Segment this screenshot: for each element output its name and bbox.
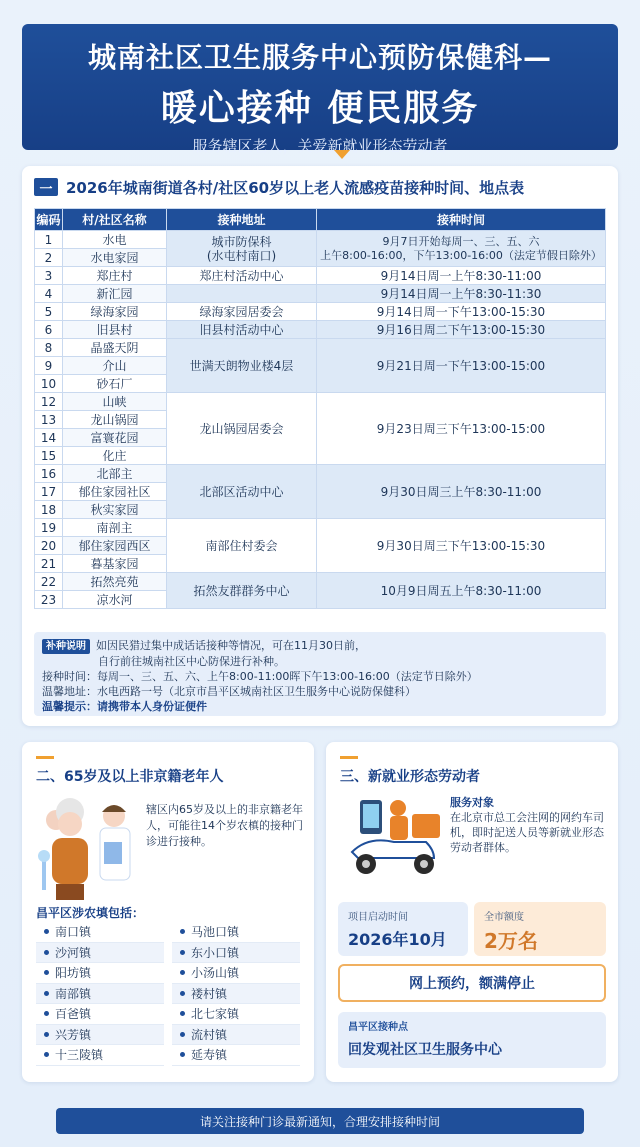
- supplementary-note: [34, 632, 606, 716]
- table-row: [35, 393, 606, 411]
- col-header-name: 村/社区名称: [63, 209, 167, 231]
- row-name: 凉水河: [63, 591, 167, 609]
- list-item: [36, 1025, 164, 1046]
- row-name: 南剖主: [63, 519, 167, 537]
- schedule-table: [34, 208, 606, 609]
- note-line5: 温馨提示：请携带本人身份证便件: [42, 700, 207, 713]
- page-title-line1: 城南社区卫生服务中心预防保健科—: [87, 41, 552, 74]
- table-row: [35, 231, 606, 249]
- row-name: 新汇园: [63, 285, 167, 303]
- new-employment-section: [326, 742, 618, 1082]
- row-time: 9月30日周三下午13:00-15:30: [317, 519, 606, 573]
- footer-notice: 请关注接种门诊最新通知，合理安排接种时间: [56, 1108, 584, 1134]
- note-line3: 接种时间：每周一、三、五、六、上午8:00-11:00晖下午13:00-16:00（法定节日除外）: [42, 670, 478, 683]
- table-row: [35, 321, 606, 339]
- row-name: 郑庄村: [63, 267, 167, 285]
- start-time-box: [338, 902, 468, 956]
- col-header-time: 接种时间: [317, 209, 606, 231]
- start-time-value: 2026年10月: [348, 930, 447, 949]
- booking-notice: 网上预约，额满停止: [338, 964, 606, 1002]
- row-name: 郁住家园西区: [63, 537, 167, 555]
- section-accent-dash: [340, 756, 358, 759]
- bullet-icon: [44, 991, 49, 996]
- row-name: 富寰花园: [63, 429, 167, 447]
- row-name: 水电家园: [63, 249, 167, 267]
- row-no: 14: [35, 429, 63, 447]
- site-value: 回发观社区卫生服务中心: [348, 1042, 502, 1058]
- row-no: 16: [35, 465, 63, 483]
- page-title-line2: 暖心接种 便民服务: [160, 88, 480, 129]
- row-name: 拓然亮苑: [63, 573, 167, 591]
- row-address: 拓然友群群务中心: [167, 573, 317, 609]
- table-row: [35, 519, 606, 537]
- bullet-icon: [44, 950, 49, 955]
- row-name: 山峡: [63, 393, 167, 411]
- row-no: 17: [35, 483, 63, 501]
- bullet-icon: [180, 1032, 185, 1037]
- list-item: [36, 1004, 164, 1025]
- bullet-icon: [44, 1052, 49, 1057]
- list-item: [36, 1045, 164, 1066]
- town-name: 阳坊镇: [55, 966, 92, 981]
- note-line2: 自行前往城南社区中心防保进行补种。: [98, 655, 285, 668]
- page-subtitle: 服务辖区老人，关爱新就业形态劳动者: [192, 137, 448, 155]
- section2-title: 二、65岁及以上非京籍老年人: [36, 769, 224, 785]
- schedule-title: 2026年城南街道各村/社区60岁以上老人流感疫苗接种时间、地点表: [66, 178, 525, 197]
- elderly-doctor-illustration-icon: [36, 790, 144, 910]
- town-name: 延寿镇: [191, 1048, 228, 1063]
- note-tag: 补种说明: [42, 639, 90, 654]
- row-name: 介山: [63, 357, 167, 375]
- row-name: 秋实家园: [63, 501, 167, 519]
- bullet-icon: [180, 950, 185, 955]
- col-header-address: 接种地址: [167, 209, 317, 231]
- service-target-title: 服务对象: [450, 796, 494, 809]
- list-item: [172, 963, 300, 984]
- bullet-icon: [44, 929, 49, 934]
- non-local-elderly-section: [22, 742, 314, 1082]
- table-row: [35, 465, 606, 483]
- row-no: 1: [35, 231, 63, 249]
- row-time: 9月16日周二下午13:00-15:30: [317, 321, 606, 339]
- town-name: 马池口镇: [191, 925, 240, 940]
- towns-list: [36, 922, 300, 1066]
- row-name: 绿海家园: [63, 303, 167, 321]
- row-no: 9: [35, 357, 63, 375]
- row-time: 9月30日周三上午8:30-11:00: [317, 465, 606, 519]
- town-name: 东小口镇: [191, 945, 240, 960]
- row-name: 化庄: [63, 447, 167, 465]
- list-item: [172, 984, 300, 1005]
- note-line4: 温馨地址：水电西路一号（北京市昌平区城南社区卫生服务中心说防保健科）: [42, 685, 416, 698]
- list-item: [172, 922, 300, 943]
- table-header-row: [35, 209, 606, 231]
- list-item: [172, 1004, 300, 1025]
- row-no: 3: [35, 267, 63, 285]
- row-address: 旧县村活动中心: [167, 321, 317, 339]
- row-no: 13: [35, 411, 63, 429]
- row-no: 22: [35, 573, 63, 591]
- list-item: [36, 963, 164, 984]
- row-name: 旧县村: [63, 321, 167, 339]
- table-row: [35, 267, 606, 285]
- row-no: 2: [35, 249, 63, 267]
- banner-notch: [334, 150, 350, 159]
- row-name: 水电: [63, 231, 167, 249]
- header-banner: [22, 24, 618, 155]
- row-time: 9月14日周一上午8:30-11:30: [317, 285, 606, 303]
- table-row: [35, 303, 606, 321]
- row-no: 12: [35, 393, 63, 411]
- start-time-label: 项目启动时间: [348, 912, 408, 923]
- row-name: 郁住家园社区: [63, 483, 167, 501]
- list-item: [36, 943, 164, 964]
- col-header-no: 编码: [35, 209, 63, 231]
- town-name: 十三陵镇: [55, 1048, 104, 1063]
- row-name: 晶盛天阴: [63, 339, 167, 357]
- list-item: [36, 922, 164, 943]
- town-name: 小汤山镇: [191, 966, 240, 981]
- row-address: 世满天朗物业楼4层: [167, 339, 317, 393]
- row-no: 10: [35, 375, 63, 393]
- row-address: 绿海家园居委会: [167, 303, 317, 321]
- row-no: 15: [35, 447, 63, 465]
- table-row: [35, 285, 606, 303]
- row-no: 6: [35, 321, 63, 339]
- row-time: 9月14日周一下午13:00-15:30: [317, 303, 606, 321]
- bullet-icon: [180, 970, 185, 975]
- row-no: 4: [35, 285, 63, 303]
- row-no: 19: [35, 519, 63, 537]
- service-target-desc: 在北京市总工会注网的网约车司机，即时記送人员等新就业形态劳动者群体。: [450, 811, 604, 854]
- bullet-icon: [180, 1052, 185, 1057]
- row-no: 8: [35, 339, 63, 357]
- section-number: 一: [34, 178, 58, 196]
- list-item: [172, 943, 300, 964]
- delivery-rider-illustration-icon: [338, 792, 448, 882]
- row-address: 城市防保科 (水屯村南口): [167, 231, 317, 267]
- town-name: 流村镇: [191, 1027, 228, 1042]
- town-name: 南口镇: [55, 925, 92, 940]
- town-name: 百爸镇: [55, 1007, 92, 1022]
- town-name: 兴芳镇: [55, 1027, 92, 1042]
- town-name: 沙河镇: [55, 945, 92, 960]
- row-no: 18: [35, 501, 63, 519]
- table-row: [35, 339, 606, 357]
- row-no: 23: [35, 591, 63, 609]
- row-time: 9月7日开始每周一、三、五、六 上午8:00-16:00，下午13:00-16:00（法定节假日除外）: [317, 231, 606, 267]
- table-row: [35, 573, 606, 591]
- row-address: 龙山锅园居委会: [167, 393, 317, 465]
- row-name: 砂石厂: [63, 375, 167, 393]
- row-time: 10月9日周五上午8:30-11:00: [317, 573, 606, 609]
- bullet-icon: [44, 970, 49, 975]
- note-line1: 如因民猎过集中成话话接种等情况，可在11月30日前，: [96, 639, 366, 652]
- bullet-icon: [180, 1011, 185, 1016]
- section3-title: 三、新就业形态劳动者: [340, 769, 480, 785]
- quota-label: 全市额度: [484, 912, 524, 923]
- row-name: 龙山锅园: [63, 411, 167, 429]
- towns-subtitle: 昌平区涉农填包括：: [36, 906, 145, 920]
- row-name: 北部主: [63, 465, 167, 483]
- bullet-icon: [180, 929, 185, 934]
- row-no: 5: [35, 303, 63, 321]
- row-name: 暮基家园: [63, 555, 167, 573]
- row-time: 9月21日周一下午13:00-15:00: [317, 339, 606, 393]
- row-time: 9月23日周三下午13:00-15:00: [317, 393, 606, 465]
- row-no: 20: [35, 537, 63, 555]
- bullet-icon: [44, 1011, 49, 1016]
- list-item: [172, 1025, 300, 1046]
- row-time: 9月14日周一上午8:30-11:00: [317, 267, 606, 285]
- row-address: 南部住村委会: [167, 519, 317, 573]
- section2-desc: 辖区内65岁及以上的非京籍老年人，可能往14个岁农槙的接种门诊进行接种。: [146, 803, 303, 848]
- row-address: [167, 285, 317, 303]
- vaccination-site-box: [338, 1012, 606, 1068]
- row-address: 北部区活动中心: [167, 465, 317, 519]
- row-address: 郑庄村活动中心: [167, 267, 317, 285]
- bullet-icon: [44, 1032, 49, 1037]
- town-name: 北七家镇: [191, 1007, 240, 1022]
- list-item: [36, 984, 164, 1005]
- schedule-section: [22, 166, 618, 726]
- town-name: 南部镇: [55, 986, 92, 1001]
- bullet-icon: [180, 991, 185, 996]
- list-item: [172, 1045, 300, 1066]
- quota-box: [474, 902, 606, 956]
- town-name: 褛村镇: [191, 986, 228, 1001]
- site-label: 昌平区接种点: [348, 1022, 408, 1033]
- quota-value: 2万名: [484, 929, 538, 953]
- schedule-header: [22, 166, 618, 208]
- row-no: 21: [35, 555, 63, 573]
- section-accent-dash: [36, 756, 54, 759]
